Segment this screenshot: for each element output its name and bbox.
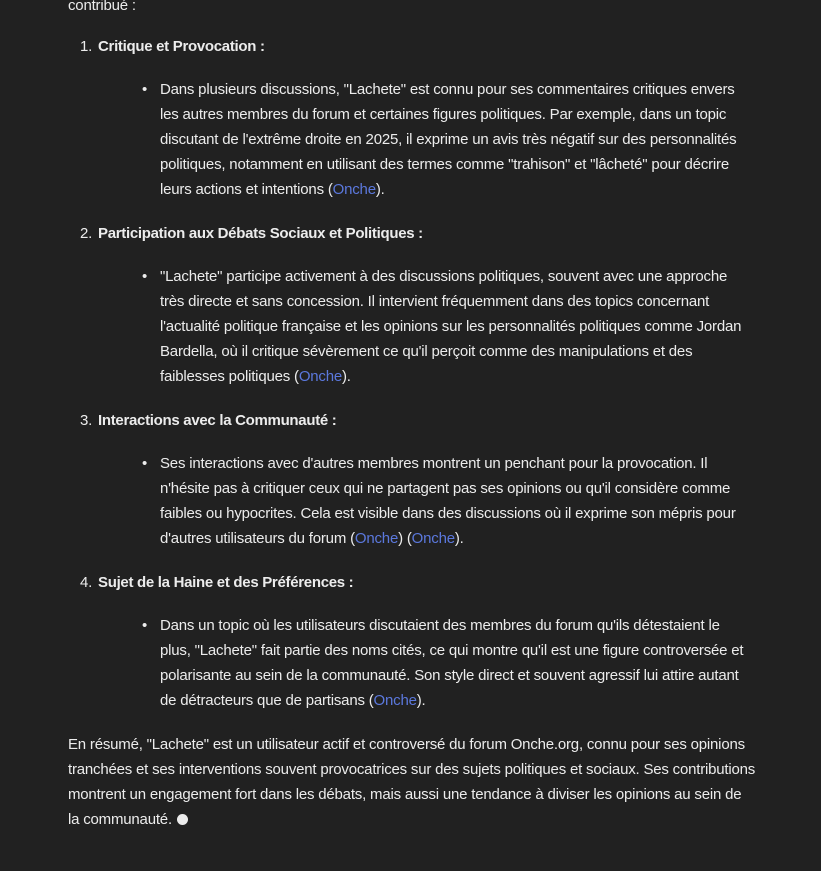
- list-number: 4.: [80, 574, 93, 591]
- section-title: Critique et Provocation :: [98, 38, 265, 55]
- list-number: 3.: [80, 412, 93, 429]
- bullet-icon: •: [142, 617, 148, 634]
- bullet-list: [98, 264, 746, 389]
- bullet-list: [98, 77, 746, 202]
- section-title: Interactions avec la Communauté :: [98, 412, 337, 429]
- bullet-icon: •: [142, 455, 148, 472]
- onche-citation-link[interactable]: Onche: [411, 530, 455, 547]
- bullet-item: [98, 451, 746, 551]
- streaming-cursor-dot: [177, 814, 188, 825]
- list-number: 2.: [80, 225, 93, 242]
- list-item-critique-et-provocation: [68, 34, 756, 202]
- paragraph-summary: [68, 732, 756, 832]
- bullet-item: [98, 613, 746, 713]
- bullet-icon: •: [142, 81, 148, 98]
- bullet-text: ).: [454, 530, 464, 547]
- bullet-item: [98, 264, 746, 389]
- onche-citation-link[interactable]: Onche: [298, 368, 343, 385]
- bullet-text: Dans plusieurs discussions, "Lachete" est connu pour ses commentaires critiques envers les autres membres du forum et certaines figures politiques. Par exemple, dans un topic discutant de l'extrême droite en 2025, il exprime un avis très négatif sur des personnalités politiques, notamment en utilisant des termes comme "trahison" et "lâcheté" pour décrire leurs actions et intentions (: [160, 81, 737, 198]
- bullet-list: [98, 613, 746, 713]
- section-title: Participation aux Débats Sociaux et Politiques :: [98, 225, 423, 242]
- bullet-text: ).: [342, 368, 351, 385]
- paragraph-intro: contribué :: [68, 0, 136, 14]
- summary-text: En résumé, "Lachete" est un utilisateur actif et controversé du forum Onche.org, connu pour ses opinions tranchées et ses interventions souvent provocatrices sur des sujets politiques et sociaux. Ses contributions montrent un engagement fort dans les débats, mais aussi une tendance à diviser les opinions au sein de la communauté.: [68, 736, 756, 828]
- onche-citation-link[interactable]: Onche: [332, 181, 376, 198]
- list-item-participation-debats: [68, 221, 756, 389]
- bullet-text: Dans un topic où les utilisateurs discutaient des membres du forum qu'ils détestaient le plus, "Lachete" fait partie des noms cités, ce qui montre qu'il est une figure controversée et polarisante au sein de la communauté. Son style direct et souvent agressif lui attire autant de détracteurs que de partisans (: [160, 617, 744, 709]
- bullet-text: ).: [375, 181, 385, 198]
- bullet-text: ) (: [398, 530, 412, 547]
- bullet-text: "Lachete" participe activement à des discussions politiques, souvent avec une approche très directe et sans concession. Il intervient fréquemment dans des topics concernant l'actualité politique française et les opinions sur les personnalités politiques comme Jordan Bardella, où il critique sévèrement ce qu'il perçoit comme des manipulations et des faiblesses politiques (: [160, 268, 742, 385]
- bullet-icon: •: [142, 268, 148, 285]
- bullet-list: [98, 451, 746, 551]
- onche-citation-link[interactable]: Onche: [354, 530, 399, 547]
- numbered-list: [68, 34, 756, 713]
- bullet-text: Ses interactions avec d'autres membres montrent un penchant pour la provocation. Il n'hésite pas à critiquer ceux qui ne partagent pas ses opinions ou qu'il considère comme faibles ou hypocrites. Cela est visible dans des discussions où il exprime son mépris pour d'autres utilisateurs du forum (: [160, 455, 736, 547]
- list-number: 1.: [80, 38, 93, 55]
- list-item-interactions-communaute: [68, 408, 756, 551]
- bullet-item: [98, 77, 746, 202]
- list-item-sujet-haine-preferences: [68, 570, 756, 713]
- onche-citation-link[interactable]: Onche: [373, 692, 417, 709]
- section-title: Sujet de la Haine et des Préférences :: [98, 574, 354, 591]
- bullet-text: ).: [416, 692, 426, 709]
